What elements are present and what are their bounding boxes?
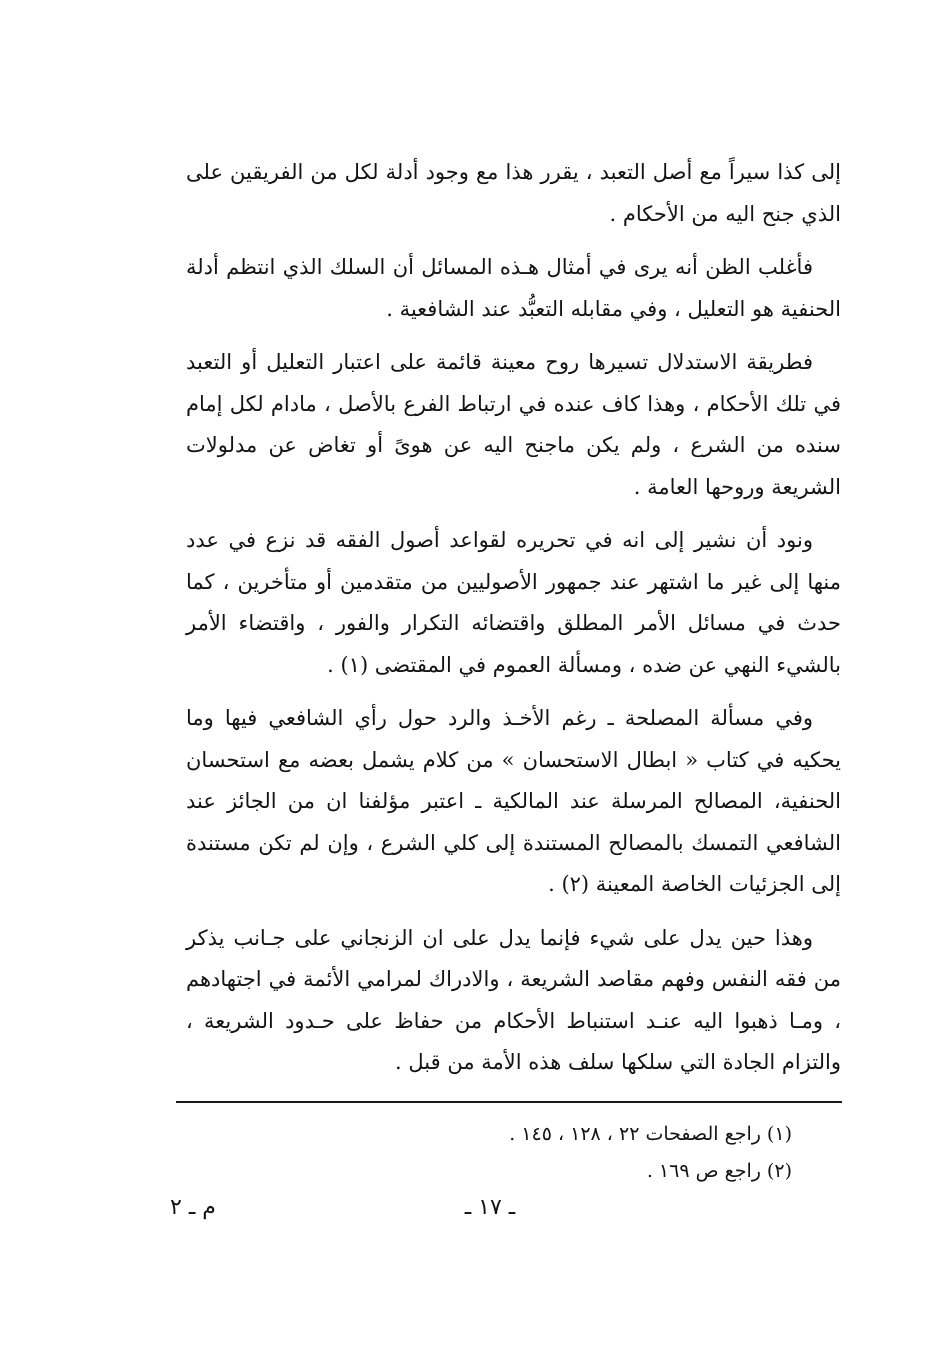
footnotes xyxy=(360,1116,792,1190)
paragraph-2: فأغلب الظن أنه يرى في أمثال هـذه المسائل أن السلك الذي انتظم أدلة الحنفية هو التعليل ، وفي مقابله التعبُّد عند الشافعية . xyxy=(186,255,841,321)
footnote-divider xyxy=(176,1101,842,1103)
paragraph-4: ونود أن نشير إلى انه في تحريره لقواعد أصول الفقه قد نزع في عدد منها إلى غير ما اشتهر عند جمهور الأصوليين من متقدمين أو متأخرين ، كما حدث في مسائل الأمر المطلق واقتضائه التكرار والفور ، واقتضاء الأمر بالشيء النهي عن ضده ، ومسألة العموم في المقتضى (١) . xyxy=(186,528,841,677)
paragraph-6: وهذا حين يدل على شيء فإنما يدل على ان الزنجاني على جـانب يذكر من فقه النفس وفهم مقاصد الشريعة ، والادراك لمرامي الأئمة في اجتهادهم ، ومـا ذهبوا اليه عنـد استنباط الأحكام من حفاظ على حـدود الشريعة ، والتزام الجادة التي سلكها سلف هذه الأمة من قبل . xyxy=(186,925,841,1074)
footnote-1: (١) راجع الصفحات ٢٢ ، ١٢٨ ، ١٤٥ . xyxy=(509,1123,792,1145)
print-signature: م ـ ٢ xyxy=(170,1195,216,1220)
paragraph-5: وفي مسألة المصلحة ـ رغم الأخـذ والرد حول رأي الشافعي فيها وما يحكيه في كتاب « ابطال الاستحسان » من كلام يشمل بعضه مع استحسان الحنفية، المصالح المرسلة عند المالكية ـ اعتبر مؤلفنا ان من الجائز عند الشافعي التمسك بالمصالح المستندة إلى كلي الشرع ، وإن لم تكن مستندة إلى الجزئيات الخاصة المعينة (٢) . xyxy=(186,706,841,896)
footnote-2: (٢) راجع ص ١٦٩ . xyxy=(646,1160,792,1182)
body-text xyxy=(186,152,841,1096)
paragraph-3: فطريقة الاستدلال تسيرها روح معينة قائمة على اعتبار التعليل أو التعبد في تلك الأحكام ، وهذا كاف عنده في ارتباط الفرع بالأصل ، مادام لكل إمام سنده من الشرع ، ولم يكن ماجنح اليه عن هوىً أو تغاض عن مدلولات الشريعة وروحها العامة . xyxy=(186,350,841,499)
paragraph-1: إلى كذا سيراً مع أصل التعبد ، يقرر هذا مع وجود أدلة لكل من الفريقين على الذي جنح اليه من الأحكام . xyxy=(186,160,841,226)
page-number: ـ ١٧ ـ xyxy=(464,1195,516,1220)
